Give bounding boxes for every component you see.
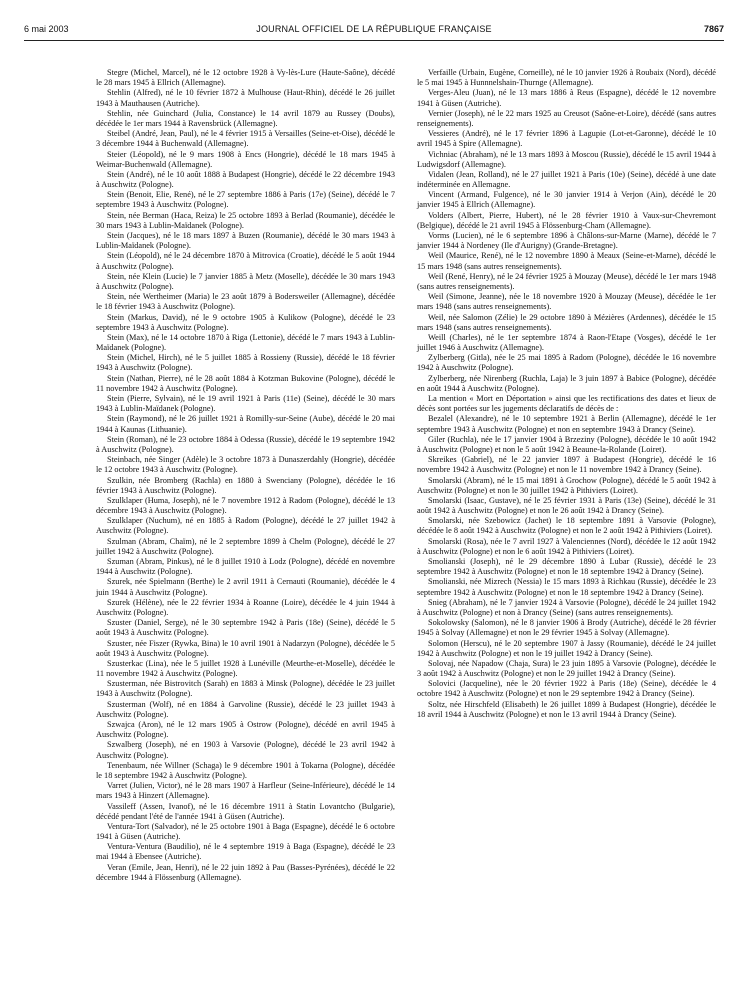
issue-date: 6 mai 2003 (24, 24, 69, 34)
register-entry: Stein, née Berman (Haca, Reiza) le 25 octobre 1893 à Berlad (Roumanie), décédée le 30 mars 1943 à Lublin-Maïdanek (Pologne). (96, 210, 395, 230)
register-entry: Vidalen (Jean, Rolland), né le 27 juillet 1921 à Paris (10e) (Seine), décédé à une date indéterminée en Allemagne. (417, 169, 716, 190)
right-column (417, 68, 716, 984)
register-entry: Smolarski, née Szebowicz (Jachet) le 18 septembre 1891 à Varsovie (Pologne), décédée le 8 août 1942 à Auschwitz (Pologne) et non le 2 août 1942 à Pithiviers (Loiret). (417, 516, 716, 536)
register-entry: Varret (Julien, Victor), né le 28 mars 1907 à Harfleur (Seine-Inférieure), décédé le 14 mars 1943 à Hinzert (Allemagne). (96, 781, 395, 801)
register-entry: Steier (Léopold), né le 9 mars 1908 à Encs (Hongrie), décédé le 18 mars 1945 à Weimar-Buchenwald (Allemagne). (96, 149, 395, 169)
register-entry: Stehlin (Alfred), né le 10 février 1872 à Mulhouse (Haut-Rhin), décédé le 26 juillet 1943 à Mauthausen (Autriche). (96, 88, 395, 108)
register-entry: Vessieres (André), né le 17 février 1896 à Lagupie (Lot-et-Garonne), décédé le 10 avril 1945 à Spire (Allemagne). (417, 129, 716, 149)
register-entry: Smolarski (Isaac, Gustave), né le 25 février 1931 à Paris (13e) (Seine), décédé le 31 août 1942 à Auschwitz (Pologne) et non le 26 août 1942 à Drancy (Seine). (417, 495, 716, 516)
register-entry: Smolarski (Abram), né le 15 mai 1891 à Grochow (Pologne), décédé le 5 août 1942 à Auschwitz (Pologne) et non le 30 juillet 1942 à Pithiviers (Loiret). (417, 475, 716, 495)
journal-title: JOURNAL OFFICIEL DE LA RÉPUBLIQUE FRANÇAISE (256, 24, 492, 34)
register-entry: Szulklaper (Huma, Joseph), né le 7 novembre 1912 à Radom (Pologne), décédé le 13 décembre 1943 à Auschwitz (Pologne). (96, 495, 395, 516)
register-entry: Szwajca (Aron), né le 12 mars 1905 à Ostrow (Pologne), décédé en avril 1945 à Auschwitz (Pologne). (96, 720, 395, 740)
register-entry: Stehlin, née Guinchard (Julia, Constance) le 14 avril 1879 au Russey (Doubs), décédée le 1er mars 1944 à Ravensbrück (Allemagne). (96, 108, 395, 128)
header-rule (24, 40, 724, 41)
register-entry: Steibel (André, Jean, Paul), né le 4 février 1915 à Versailles (Seine-et-Oise), décédé le 3 décembre 1944 à Buchenwald (Allemagne). (96, 129, 395, 149)
register-entry: Snieg (Abraham), né le 7 janvier 1924 à Varsovie (Pologne), décédé le 24 juillet 1942 à Auschwitz (Pologne) et non à Drancy (Seine) (sans autres renseignements). (417, 597, 716, 617)
register-entry: Szulkin, née Bromberg (Rachla) en 1880 à Swenciany (Pologne), décédée le 16 février 1943 à Auschwitz (Pologne). (96, 475, 395, 495)
register-entry: Szuman (Abram, Pinkus), né le 8 juillet 1910 à Lodz (Pologne), décédé en novembre 1944 à Auschwitz (Pologne). (96, 557, 395, 577)
page-number: 7867 (703, 24, 724, 34)
register-entry: Giler (Ruchla), née le 17 janvier 1904 à Brzeziny (Pologne), décédée le 10 août 1942 à Auschwitz (Pologne) et non le 5 août 1942 à Beaune-la-Rolande (Loiret). (417, 434, 716, 454)
register-entry: Smolianski, née Mizrech (Nessia) le 15 mars 1893 à Richkau (Russie), décédée le 23 septembre 1942 à Auschwitz (Pologne) et non le 18 septembre 1942 à Drancy (Seine). (417, 577, 716, 597)
register-entry: Volders (Albert, Pierre, Hubert), né le 28 février 1910 à Vaux-sur-Chevremont (Belgique), décédé le 21 avril 1945 à Flössenburg-Cham (Allemagne). (417, 210, 716, 230)
register-entry: Stein (Michel, Hirch), né le 5 juillet 1885 à Rossieny (Russie), décédé le 18 février 1943 à Auschwitz (Pologne). (96, 353, 395, 373)
register-entry: Vichniac (Abraham), né le 13 mars 1893 à Moscou (Russie), décédé le 15 avril 1944 à Ludwigsdorf (Allemagne). (417, 149, 716, 169)
register-entry: Stein, née Klein (Lucie) le 7 janvier 1885 à Metz (Moselle), décédée le 30 mars 1943 à Auschwitz (Pologne). (96, 271, 395, 291)
register-entry: Stein, née Wertheimer (Maria) le 23 août 1879 à Bodersweiler (Allemagne), décédée le 18 février 1943 à Auschwitz (Pologne). (96, 292, 395, 312)
register-entry: Stein (Roman), né le 23 octobre 1884 à Odessa (Russie), décédé le 19 septembre 1942 à Auschwitz (Pologne). (96, 434, 395, 454)
register-entry: Stein (Pierre, Sylvain), né le 19 avril 1921 à Paris (11e) (Seine), décédé le 30 mars 1943 à Lublin-Maïdanek (Pologne). (96, 394, 395, 414)
register-entry: Weil, née Salomon (Zélie) le 29 octobre 1890 à Mézières (Ardennes), décédée le 15 mars 1948 (sans autres renseignements). (417, 312, 716, 332)
register-entry: Smolarski (Rosa), née le 7 avril 1927 à Valenciennes (Nord), décédée le 12 août 1942 à Auschwitz (Pologne) et non le 6 août 1942 à Pithiviers (Loiret). (417, 536, 716, 556)
register-entry: Solovici (Jacqueline), née le 20 février 1922 à Paris (18e) (Seine), décédée le 4 octobre 1942 à Auschwitz (Pologne) et non le 29 septembre 1942 à Drancy (Seine). (417, 679, 716, 699)
register-entry: Ventura-Ventura (Baudilio), né le 4 septembre 1919 à Baga (Espagne), décédé le 23 mai 1944 à Ebensee (Autriche). (96, 842, 395, 862)
register-entry: Stein (André), né le 10 août 1888 à Budapest (Hongrie), décédé le 22 décembre 1943 à Auschwitz (Pologne). (96, 169, 395, 190)
text-columns (96, 68, 716, 984)
register-entry: Skreikes (Gabriel), né le 22 janvier 1897 à Budapest (Hongrie), décédé le 16 novembre 1942 à Auschwitz (Pologne) et non le 11 novembre 1942 à Drancy (Seine). (417, 455, 716, 475)
register-entry: Solovaj, née Napadow (Chaja, Sura) le 23 juin 1895 à Varsovie (Pologne), décédée le 3 août 1942 à Auschwitz (Pologne) et non le 29 juillet 1942 à Drancy (Seine). (417, 658, 716, 679)
register-entry: Weil (Maurice, René), né le 12 novembre 1890 à Meaux (Seine-et-Marne), décédé le 15 mars 1948 (sans autres renseignements). (417, 251, 716, 271)
register-entry: Szusterkac (Lina), née le 5 juillet 1928 à Lunéville (Meurthe-et-Moselle), décédée le 11 novembre 1942 à Auschwitz (Pologne). (96, 658, 395, 679)
register-entry: Stein (Benoit, Elie, René), né le 27 septembre 1886 à Paris (17e) (Seine), décédé le 7 septembre 1943 à Auschwitz (Pologne). (96, 190, 395, 210)
register-entry: Zylberberg, née Nirenberg (Ruchla, Laja) le 3 juin 1897 à Babice (Pologne), décédée en août 1944 à Auschwitz (Pologne). (417, 373, 716, 393)
register-entry: Stein (Jacques), né le 18 mars 1897 à Buzen (Roumanie), décédé le 30 mars 1943 à Lublin-Maïdanek (Pologne). (96, 231, 395, 251)
register-entry: Vassileff (Assen, Ivanof), né le 16 décembre 1911 à Statin Lovantcho (Bulgarie), décédé pendant l'été de l'année 1941 à Güsen (Autriche). (96, 801, 395, 821)
register-entry: Szurek (Hélène), née le 22 février 1934 à Roanne (Loire), décédée le 4 juin 1944 à Auschwitz (Pologne). (96, 597, 395, 617)
register-entry: Veran (Emile, Jean, Henri), né le 22 juin 1892 à Pau (Basses-Pyrénées), décédé le 22 décembre 1944 à Flössenburg (Allemagne). (96, 862, 395, 882)
register-entry: Tenenbaum, née Willner (Schaga) le 9 décembre 1901 à Tokarna (Pologne), décédée le 18 septembre 1942 à Auschwitz (Pologne). (96, 760, 395, 780)
register-entry: Szuster (Daniel, Serge), né le 30 septembre 1942 à Paris (18e) (Seine), décédé le 5 août 1943 à Auschwitz (Pologne). (96, 618, 395, 638)
register-entry: Sokolowsky (Salomon), né le 8 janvier 1906 à Brody (Autriche), décédé le 28 février 1945 à Solvay (Allemagne) et non le 29 février 1945 à Solvay (Allemagne). (417, 618, 716, 638)
register-entry: Zylberberg (Gitla), née le 25 mai 1895 à Radom (Pologne), décédée le 16 novembre 1942 à Auschwitz (Pologne). (417, 353, 716, 373)
register-entry: Vincent (Armand, Fulgence), né le 30 janvier 1914 à Verjon (Ain), décédé le 20 janvier 1945 à Ellrich (Allemagne). (417, 190, 716, 210)
register-entry: Smolianski (Joseph), né le 29 décembre 1890 à Lubar (Russie), décédé le 23 septembre 1942 à Auschwitz (Pologne) et non le 18 septembre 1942 à Drancy (Seine). (417, 557, 716, 577)
page-header (24, 24, 724, 38)
register-entry: Szurek, née Spielmann (Berthe) le 2 avril 1911 à Cernauti (Roumanie), décédée le 4 juin 1944 à Auschwitz (Pologne). (96, 577, 395, 597)
register-entry: Solomon (Herscu), né le 20 septembre 1907 à Jassy (Roumanie), décédé le 24 juillet 1942 à Auschwitz (Pologne) et non le 19 juillet 1942 à Drancy (Seine). (417, 638, 716, 658)
register-entry: Ventura-Tort (Salvador), né le 25 octobre 1901 à Baga (Espagne), décédé le 6 octobre 1941 à Güsen (Autriche). (96, 821, 395, 842)
register-entry: La mention « Mort en Déportation » ainsi que les rectifications des dates et lieux de décès sont portées sur les jugements déclaratifs de décès de : (417, 394, 716, 414)
left-column (96, 68, 395, 984)
register-entry: Stein (Léopold), né le 24 décembre 1870 à Mitrovica (Croatie), décédé le 5 août 1944 à Auschwitz (Pologne). (96, 251, 395, 271)
register-entry: Verfaille (Urbain, Eugène, Corneille), né le 10 janvier 1926 à Roubaix (Nord), décédé le 5 mai 1945 à Hunnnelshain-Thurnge (Allemagne). (417, 68, 716, 88)
register-entry: Stein (Nathan, Pierre), né le 28 août 1884 à Kotzman Bukovine (Pologne), décédé le 11 novembre 1942 à Auschwitz (Pologne). (96, 373, 395, 393)
register-entry: Stein (Markus, David), né le 9 octobre 1905 à Kulikow (Pologne), décédé le 23 septembre 1943 à Auschwitz (Pologne). (96, 312, 395, 332)
register-entry: Stegre (Michel, Marcel), né le 12 octobre 1928 à Vy-lès-Lure (Haute-Saône), décédé le 28 mars 1945 à Ellrich (Allemagne). (96, 68, 395, 88)
register-entry: Stein (Max), né le 14 octobre 1870 à Riga (Lettonie), décédé le 7 mars 1943 à Lublin-Maïdanek (Pologne). (96, 332, 395, 353)
register-entry: Soltz, née Hirschfeld (Elisabeth) le 26 juillet 1899 à Budapest (Hongrie), décédée le 18 avril 1944 à Auschwitz (Pologne) et non le 13 avril 1944 à Drancy (Seine). (417, 699, 716, 719)
register-entry: Weil (René, Henry), né le 24 février 1925 à Mouzay (Meuse), décédé le 1er mars 1948 (sans autres renseignements). (417, 271, 716, 291)
register-entry: Vorms (Lucien), né le 6 septembre 1896 à Châlons-sur-Marne (Marne), décédé le 7 janvier 1944 à Nordeney (Ile d'Aurigny) (Grande-Bretagne). (417, 231, 716, 251)
register-entry: Vernier (Joseph), né le 22 mars 1925 au Creusot (Saône-et-Loire), décédé (sans autres renseignements). (417, 108, 716, 128)
register-entry: Weill (Charles), né le 1er septembre 1874 à Raon-l'Etape (Vosges), décédé le 1er juillet 1946 à Auschwitz (Allemagne). (417, 332, 716, 353)
register-entry: Bezalel (Alexandre), né le 10 septembre 1921 à Berlin (Allemagne), décédé le 1er septembre 1943 à Auschwitz (Pologne) et non en septembre 1943 à Drancy (Seine). (417, 414, 716, 434)
register-entry: Stein (Raymond), né le 26 juillet 1921 à Romilly-sur-Seine (Aube), décédé le 20 mai 1944 à Kaunas (Lithuanie). (96, 414, 395, 434)
register-entry: Szulklaper (Nuchum), né en 1885 à Radom (Pologne), décédé le 27 juillet 1942 à Auschwitz (Pologne). (96, 516, 395, 536)
register-entry: Steinbach, née Singer (Adèle) le 3 octobre 1873 à Dunaszerdahly (Hongrie), décédée le 12 octobre 1943 à Auschwitz (Pologne). (96, 455, 395, 475)
register-entry: Szuster, née Fiszer (Rywka, Bina) le 10 avril 1901 à Nadarzyn (Pologne), décédée le 5 août 1943 à Auschwitz (Pologne). (96, 638, 395, 658)
register-entry: Verges-Aleu (Juan), né le 13 mars 1886 à Reus (Espagne), décédé le 12 novembre 1941 à Güsen (Autriche). (417, 88, 716, 108)
register-entry: Szwalberg (Joseph), né en 1903 à Varsovie (Pologne), décédé le 23 avril 1942 à Auschwitz (Pologne). (96, 740, 395, 760)
register-entry: Weil (Simone, Jeanne), née le 18 novembre 1920 à Mouzay (Meuse), décédée le 1er mars 1948 (sans autres renseignements). (417, 292, 716, 312)
register-entry: Szusterman (Wolf), né en 1884 à Garvoline (Russie), décédé le 23 juillet 1943 à Auschwitz (Pologne). (96, 699, 395, 719)
register-entry: Szulman (Abram, Chaïm), né le 2 septembre 1899 à Chelm (Pologne), décédé le 27 juillet 1942 à Auschwitz (Pologne). (96, 536, 395, 556)
register-entry: Szusterman, née Bistrovitch (Sarah) en 1883 à Minsk (Pologne), décédée le 23 juillet 1943 à Auschwitz (Pologne). (96, 679, 395, 699)
